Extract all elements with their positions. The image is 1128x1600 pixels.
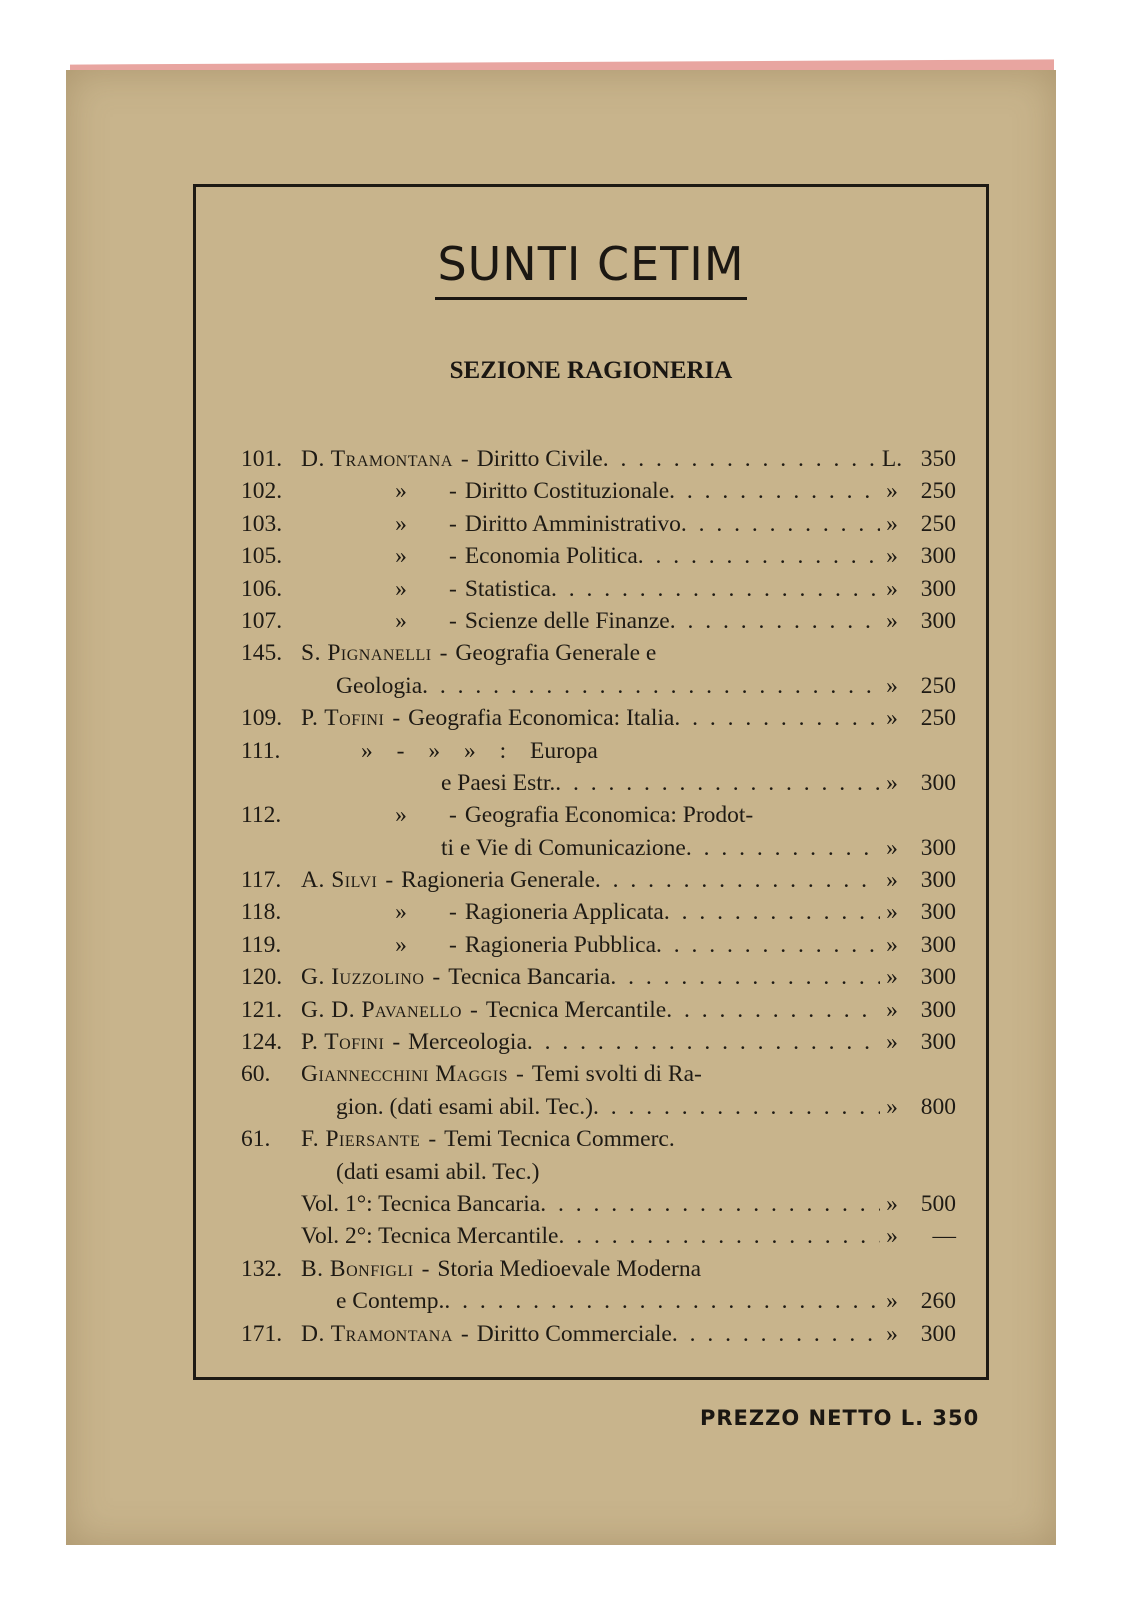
catalog-entry <box>241 573 956 605</box>
price-mark: » <box>886 964 898 991</box>
dot-leader <box>593 1091 880 1123</box>
price-mark: L. <box>881 446 903 472</box>
entry-body <box>301 1318 880 1350</box>
entry-author: P. Tofini <box>301 1029 385 1056</box>
entry-price: 250 <box>920 510 956 537</box>
entry-body <box>301 799 880 831</box>
entry-number: 60. <box>241 1061 271 1088</box>
entry-price: 300 <box>920 996 956 1023</box>
dot-leader <box>664 896 880 928</box>
price-mark: » <box>886 996 898 1023</box>
section-heading: SEZIONE RAGIONERIA <box>449 357 733 384</box>
entry-number: 118. <box>241 899 282 926</box>
entry-price: 300 <box>920 1320 956 1347</box>
entry-number: 102. <box>241 478 283 505</box>
price-mark: » <box>886 899 898 926</box>
catalog-entry <box>241 1318 956 1350</box>
entry-title: Storia Medioevale Moderna <box>437 1255 702 1282</box>
entry-price: 250 <box>920 672 956 699</box>
dot-leader <box>610 961 880 993</box>
dot-leader <box>670 605 880 637</box>
entry-author: D. Tramontana <box>301 446 453 472</box>
entry-number: 117. <box>241 867 282 894</box>
entry-ditto: » <box>395 575 407 602</box>
entry-author: D. Tramontana <box>301 1320 453 1347</box>
entry-separator: - <box>449 510 457 537</box>
price-mark: » <box>886 1029 898 1056</box>
entry-author: Giannecchini Maggis <box>301 1061 509 1088</box>
entry-separator: - <box>392 705 401 732</box>
entry-body <box>301 702 880 734</box>
net-price-label: PREZZO NETTO L. 350 <box>700 1406 980 1430</box>
entry-body <box>301 961 880 993</box>
entry-number: 111. <box>241 737 281 764</box>
price-mark: » <box>886 1320 898 1347</box>
entry-price: 300 <box>920 899 956 926</box>
dot-leader <box>638 540 880 572</box>
entry-body <box>301 637 880 669</box>
catalog-entry <box>241 1156 956 1188</box>
entry-ditto: » <box>395 478 407 505</box>
entry-price: 800 <box>920 1093 956 1120</box>
entry-price: 300 <box>920 931 956 958</box>
dot-leader <box>674 702 880 734</box>
catalog-entry <box>241 735 956 767</box>
catalog-entry <box>241 961 956 993</box>
entry-continuation: e Paesi Estr. <box>441 769 556 796</box>
price-mark: » <box>886 834 898 861</box>
entry-title: Geografia Economica: Prodot- <box>464 802 754 829</box>
entry-price: 260 <box>920 1288 956 1315</box>
entry-continuation: gion. (dati esami abil. Tec.) <box>336 1093 593 1120</box>
catalog-frame <box>193 184 989 1380</box>
price-mark: » <box>886 510 898 537</box>
entry-price: 250 <box>920 705 956 732</box>
entry-number: 121. <box>241 996 283 1023</box>
entry-separator: - <box>449 543 457 570</box>
entry-author: P. Tofini <box>301 705 385 732</box>
entry-author: G. D. Pavanello <box>301 996 462 1023</box>
entry-body <box>301 508 880 540</box>
entry-title: Ragioneria Pubblica <box>464 931 657 958</box>
catalog-entry <box>241 767 956 799</box>
entry-body <box>301 1188 880 1220</box>
entry-separator: - <box>432 964 441 991</box>
catalog-entry <box>241 1285 956 1317</box>
entry-ditto: » <box>395 607 407 634</box>
entry-body <box>301 864 880 896</box>
catalog-entry <box>241 864 956 896</box>
entry-title: Diritto Commerciale <box>476 1320 672 1347</box>
entry-body <box>301 767 880 799</box>
entry-body <box>301 1285 880 1317</box>
entry-continuation: e Contemp. <box>336 1288 445 1315</box>
entry-body <box>301 1026 880 1058</box>
catalog-entry <box>241 929 956 961</box>
entry-separator: - <box>449 478 457 505</box>
series-title: SUNTI CETIM <box>196 237 986 291</box>
entry-price: 300 <box>920 867 956 894</box>
dot-leader <box>540 1188 880 1220</box>
entry-number: 61. <box>241 1126 271 1153</box>
entry-title: Ragioneria Generale <box>401 867 595 894</box>
price-mark: » <box>886 769 898 796</box>
entry-number: 120. <box>241 964 283 991</box>
entry-price: — <box>932 1223 956 1250</box>
entry-body <box>301 994 880 1026</box>
entry-continuation: (dati esami abil. Tec.) <box>336 1158 540 1185</box>
price-mark: » <box>886 607 898 634</box>
price-mark: » <box>886 478 898 505</box>
price-mark: » <box>886 1223 898 1250</box>
entry-ditto: » <box>395 899 407 926</box>
entry-title: Ragioneria Applicata <box>464 899 664 926</box>
catalog-entry <box>241 637 956 669</box>
price-mark: » <box>886 575 898 602</box>
dot-leader <box>603 443 880 475</box>
dot-leader <box>686 832 880 864</box>
entry-price: 300 <box>920 964 956 991</box>
catalog-entry <box>241 994 956 1026</box>
dot-leader <box>422 670 880 702</box>
entry-title: Tecnica Mercantile <box>485 996 667 1023</box>
dot-leader <box>444 1285 880 1317</box>
entry-author: A. Silvi <box>301 867 378 894</box>
entry-number: 132. <box>241 1255 283 1282</box>
entry-title: Merceologia <box>408 1029 527 1056</box>
catalog-entry <box>241 832 956 864</box>
entry-body <box>301 1156 880 1188</box>
dot-leader <box>558 1220 880 1252</box>
dot-leader <box>656 929 880 961</box>
entry-body <box>301 540 880 572</box>
entry-body <box>301 1058 880 1090</box>
entry-author: G. Iuzzolino <box>301 964 425 991</box>
entry-ditto-line: » - » » : Europa <box>361 737 598 764</box>
catalog-entry <box>241 605 956 637</box>
entry-title: Temi svolti di Ra- <box>531 1061 702 1088</box>
price-mark: » <box>886 1093 898 1120</box>
entry-number: 105. <box>241 543 283 570</box>
dot-leader <box>669 475 880 507</box>
entry-title: Diritto Civile <box>476 446 603 472</box>
price-mark: » <box>886 672 898 699</box>
entry-body <box>301 475 880 507</box>
entry-body <box>301 735 880 767</box>
entry-separator: - <box>385 867 394 894</box>
entry-ditto: » <box>395 510 407 537</box>
entry-body <box>301 1220 880 1252</box>
entry-separator: - <box>439 640 448 667</box>
price-mark: » <box>886 543 898 570</box>
entry-separator: - <box>449 607 457 634</box>
entry-price: 300 <box>920 769 956 796</box>
entry-volume: Vol. 2°: Tecnica Mercantile <box>301 1223 559 1250</box>
entry-body <box>301 832 880 864</box>
entry-price: 300 <box>920 1029 956 1056</box>
catalog-entry <box>241 670 956 702</box>
entry-price: 300 <box>920 834 956 861</box>
entry-number: 106. <box>241 575 283 602</box>
catalog-entry <box>241 443 956 475</box>
entry-title: Tecnica Bancaria <box>448 964 611 991</box>
entry-body <box>301 929 880 961</box>
entry-separator: - <box>469 996 478 1023</box>
catalog-list <box>241 443 956 1350</box>
entry-body <box>301 605 880 637</box>
entry-title: Statistica <box>464 575 551 602</box>
catalog-entry <box>241 1253 956 1285</box>
entry-volume: Vol. 1°: Tecnica Bancaria <box>301 1190 541 1217</box>
entry-number: 109. <box>241 705 283 732</box>
entry-body <box>301 443 880 475</box>
entry-title: Geografia Economica: Italia <box>408 705 675 732</box>
catalog-entry <box>241 508 956 540</box>
entry-title: Scienze delle Finanze <box>464 607 670 634</box>
entry-continuation: ti e Vie di Comunicazione <box>441 834 686 861</box>
entry-separator: - <box>449 899 457 926</box>
entry-number: 107. <box>241 607 283 634</box>
entry-number: 101. <box>241 446 283 472</box>
entry-ditto: » <box>395 802 407 829</box>
entry-body <box>301 670 880 702</box>
entry-title: Diritto Costituzionale <box>464 478 670 505</box>
entry-author: F. Piersante <box>301 1126 421 1153</box>
entry-price: 300 <box>920 575 956 602</box>
entry-separator: - <box>449 575 457 602</box>
entry-number: 145. <box>241 640 283 667</box>
entry-title: Temi Tecnica Commerc. <box>444 1126 675 1153</box>
dot-leader <box>555 767 880 799</box>
catalog-entry <box>241 1026 956 1058</box>
dot-leader <box>681 508 880 540</box>
entry-author: S. Pignanelli <box>301 640 432 667</box>
entry-body <box>301 896 880 928</box>
entry-title: Economia Politica <box>464 543 638 570</box>
entry-body <box>301 1253 880 1285</box>
entry-number: 112. <box>241 802 282 829</box>
catalog-entry <box>241 1058 956 1090</box>
entry-price: 500 <box>920 1190 956 1217</box>
price-mark: » <box>886 931 898 958</box>
entry-title: Geografia Generale e <box>455 640 657 667</box>
catalog-entry <box>241 896 956 928</box>
entry-separator: - <box>428 1126 437 1153</box>
entry-price: 300 <box>920 543 956 570</box>
catalog-entry <box>241 1123 956 1155</box>
entry-separator: - <box>449 931 457 958</box>
dot-leader <box>595 864 880 896</box>
catalog-entry <box>241 475 956 507</box>
entry-separator: - <box>449 802 457 829</box>
entry-body <box>301 1091 880 1123</box>
entry-number: 171. <box>241 1320 283 1347</box>
entry-number: 119. <box>241 931 282 958</box>
dot-leader <box>666 994 880 1026</box>
entry-body <box>301 573 880 605</box>
entry-continuation: Geologia <box>336 672 423 699</box>
catalog-entry <box>241 1188 956 1220</box>
entry-separator: - <box>460 446 469 472</box>
book-back-cover <box>66 70 1056 1545</box>
entry-number: 103. <box>241 510 283 537</box>
entry-title: Diritto Amministrativo <box>464 510 681 537</box>
catalog-entry <box>241 540 956 572</box>
entry-author: B. Bonfigli <box>301 1255 414 1282</box>
entry-ditto: » <box>395 543 407 570</box>
catalog-entry <box>241 702 956 734</box>
catalog-entry <box>241 1220 956 1252</box>
entry-number: 124. <box>241 1029 283 1056</box>
entry-separator: - <box>421 1255 430 1282</box>
catalog-entry <box>241 1091 956 1123</box>
dot-leader <box>672 1318 880 1350</box>
entry-body <box>301 1123 880 1155</box>
price-mark: » <box>886 1288 898 1315</box>
price-mark: » <box>886 705 898 732</box>
entry-price: 350 <box>920 446 956 472</box>
entry-price: 300 <box>920 607 956 634</box>
price-mark: » <box>886 867 898 894</box>
dot-leader <box>551 573 880 605</box>
entry-separator: - <box>392 1029 401 1056</box>
entry-price: 250 <box>920 478 956 505</box>
catalog-entry <box>241 799 956 831</box>
entry-separator: - <box>516 1061 524 1088</box>
entry-ditto: » <box>395 931 407 958</box>
entry-separator: - <box>460 1320 469 1347</box>
dot-leader <box>527 1026 880 1058</box>
price-mark: » <box>886 1190 898 1217</box>
